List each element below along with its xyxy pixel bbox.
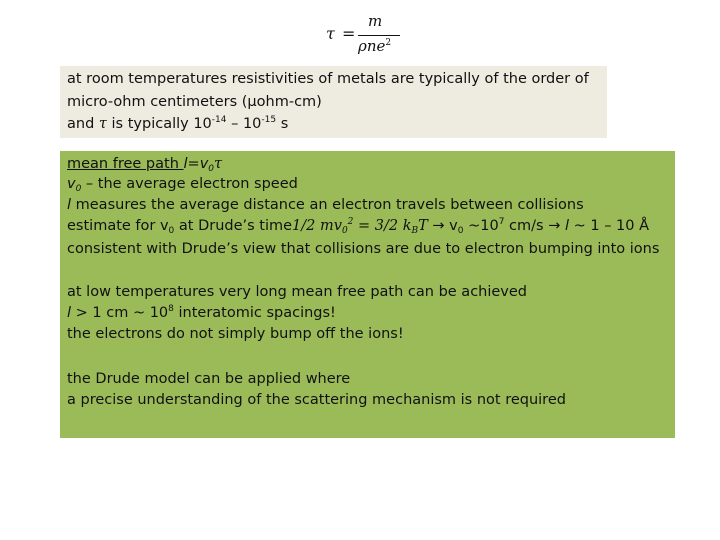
- subscript: 0: [341, 226, 348, 236]
- drude-estimate-line: [67, 216, 649, 236]
- subscript: 0: [75, 184, 82, 194]
- resistivity-line-1: at room temperatures resistivities of metals are typically of the order of: [67, 71, 589, 87]
- v0-symbol: v: [67, 176, 76, 192]
- exponent: 7: [498, 217, 505, 227]
- low-temp-line-1: at low temperatures very long mean free path can be achieved: [67, 284, 528, 300]
- mfp-definition-line: [67, 154, 222, 174]
- tau-symbol: τ: [98, 116, 107, 132]
- l-definition-line: [67, 195, 584, 215]
- formula-seg: 1/2 mv: [292, 218, 342, 234]
- drude-consistency-line: consistent with Drude’s view that collisions are due to electron bumping into ions: [67, 241, 660, 257]
- text-seg: s: [276, 116, 289, 132]
- subscript: 0: [457, 226, 464, 236]
- text-seg: – 10: [226, 116, 262, 132]
- formula-numerator: m: [368, 12, 383, 30]
- low-temp-line-3: the electrons do not simply bump off the ions!: [67, 326, 404, 342]
- text-seg: and: [67, 116, 99, 132]
- text-seg: → v: [427, 218, 458, 234]
- mfp-label: mean free path: [67, 156, 184, 172]
- exponent: -15: [261, 115, 277, 125]
- formula-seg: T: [418, 218, 428, 234]
- v0-definition-line: [67, 174, 298, 194]
- text-seg: is typically 10: [106, 116, 212, 132]
- l-symbol: l: [67, 305, 72, 321]
- subscript: B: [411, 226, 419, 236]
- formula-denominator-text: ρne: [358, 37, 386, 55]
- energy-equipartition-formula: [292, 218, 428, 234]
- text-seg: at Drude’s time: [174, 218, 293, 234]
- subscript: 0: [168, 226, 175, 236]
- text-seg: – the average electron speed: [81, 176, 298, 192]
- low-temp-line-2: [67, 303, 336, 323]
- l-symbol: l: [564, 218, 569, 234]
- text-seg: ~10: [463, 218, 499, 234]
- formula-denominator-exp: 2: [385, 38, 392, 48]
- tau-symbol: τ: [214, 156, 223, 172]
- text-seg: > 1 cm ~ 10: [71, 305, 169, 321]
- resistivity-line-2: micro-ohm centimeters (μohm-cm): [67, 94, 322, 110]
- exponent: 2: [347, 217, 354, 227]
- formula-denominator: [358, 37, 391, 55]
- text-seg: ~ 1 – 10 Å: [569, 218, 650, 234]
- relaxation-time-formula: [322, 10, 402, 60]
- drude-applicability-line-1: the Drude model can be applied where: [67, 371, 351, 387]
- exponent: 8: [168, 304, 174, 314]
- formula-lhs: τ: [326, 24, 335, 43]
- formula-fraction-bar: [358, 35, 400, 36]
- text-seg: estimate for v: [67, 218, 169, 234]
- mfp-equation: l=v: [183, 156, 209, 172]
- exponent: -14: [211, 115, 227, 125]
- text-seg: interatomic spacings!: [173, 305, 336, 321]
- formula-equals: =: [342, 24, 356, 43]
- text-seg: measures the average distance an electron travels between collisions: [71, 197, 584, 213]
- l-symbol: l: [67, 197, 72, 213]
- resistivity-line-3: [67, 114, 288, 134]
- drude-applicability-line-2: a precise understanding of the scattering mechanism is not required: [67, 392, 566, 408]
- formula-seg: = 3/2 k: [353, 218, 412, 234]
- subscript: 0: [208, 164, 215, 174]
- text-seg: cm/s →: [504, 218, 565, 234]
